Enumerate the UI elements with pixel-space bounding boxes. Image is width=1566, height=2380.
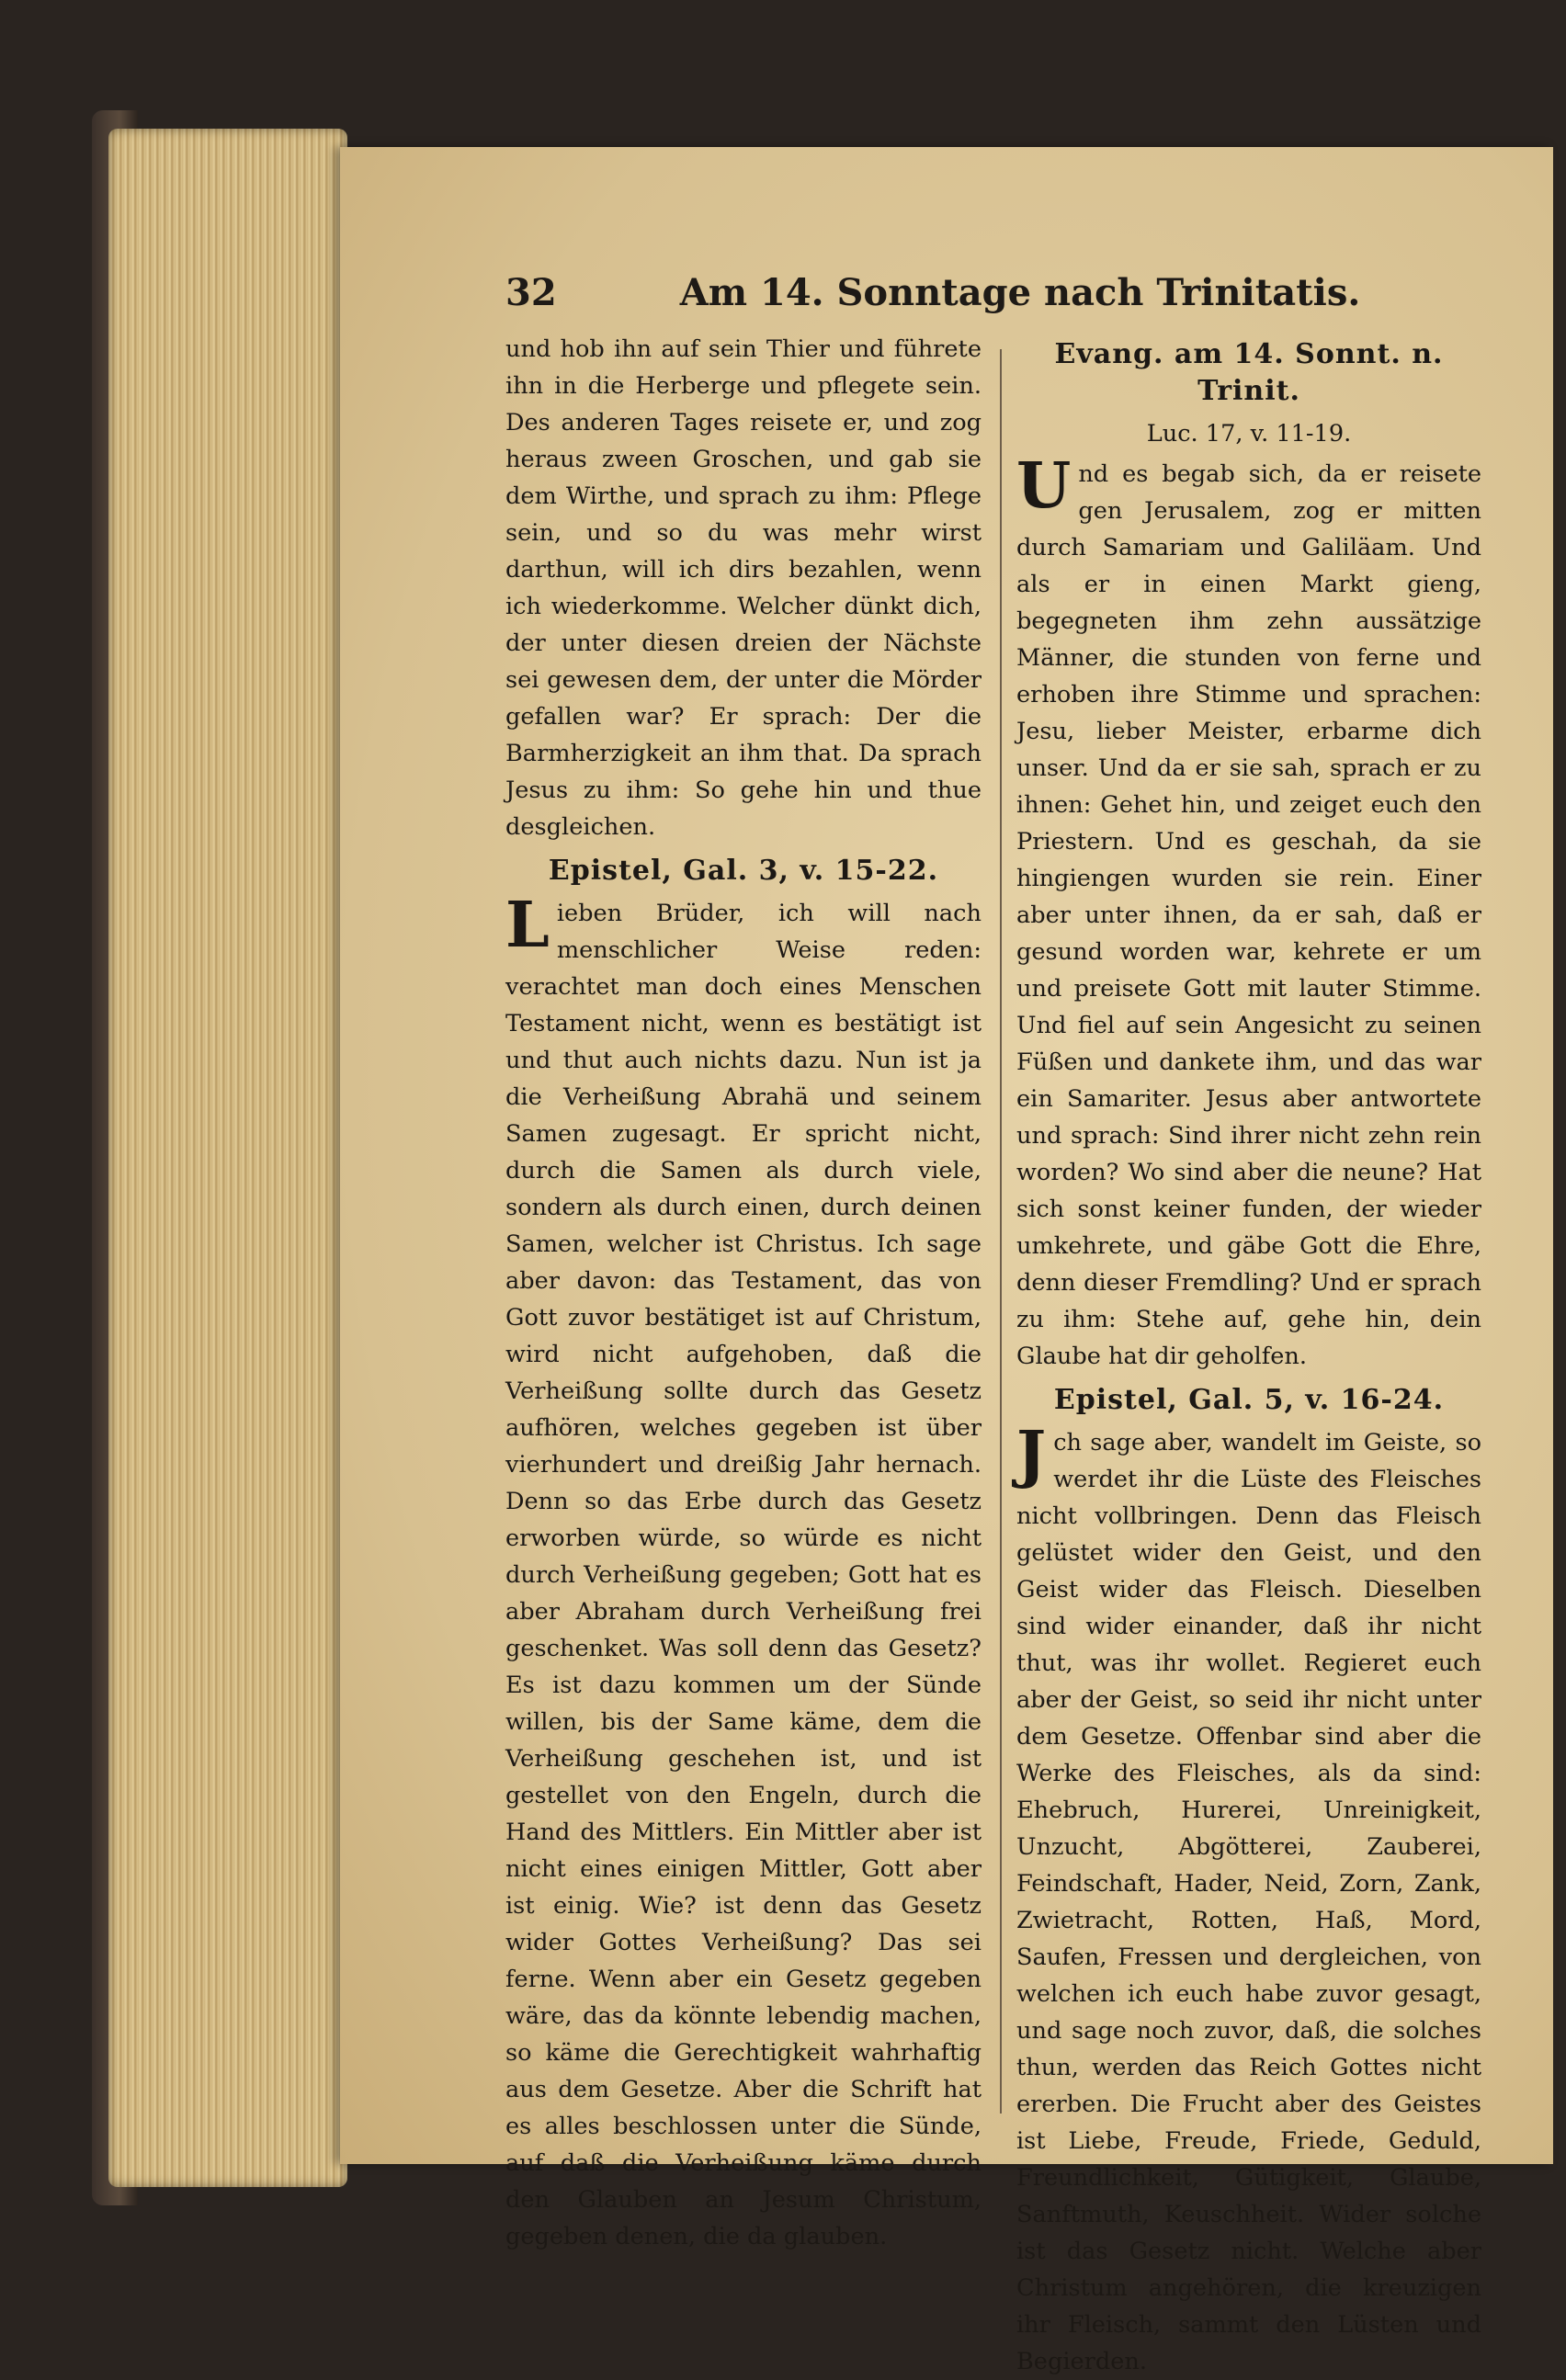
left-column [505,331,982,2250]
drop-cap: L [505,889,550,962]
book-page [340,147,1553,2375]
epistle-heading: Epistel, Gal. 3, v. 15-22. [548,855,939,887]
epistle-paragraph [505,889,982,2255]
epistle-text: ch sage aber, wandelt im Geiste, so werdet ihr die Lüste des Fleisches nicht vollbringen. Denn das Fleisch gelüstet wider den Geist, und den Geist wider das Fleisch. Dieselben sind wider einander, daß ihr nicht thut, was ihr wollet. Regieret euch aber der Geist, so seid ihr nicht unter dem Gesetze. Offenbar sind aber die Werke des Fleisches, als da sind: Ehebruch, Hurerei, Unreinigkeit, Unzucht, Abgötterei, Zauberei, Feindschaft, Hader, Neid, Zorn, Zank, Zwietracht, Rotten, Haß, Mord, Saufen, Fressen und dergleichen, von welchen ich euch habe zuvor gesagt, und sage noch zuvor, daß, die solches thun, werden das Reich Gottes nicht ererben. Die Frucht aber des Geistes ist Liebe, Freude, Friede, Geduld, Freundlichkeit, Gütigkeit, Glaube, Sanftmuth, Keuschheit. Wider solche ist das Gesetz nicht. Welche aber Christum angehören, die kreuzigen ihr Fleisch, sammt den Lüsten und Begierden. [1016,1429,1481,2375]
page-header [505,271,1535,326]
epistle-paragraph [1016,1418,1481,2380]
epistle-heading: Epistel, Gal. 5, v. 16-24. [1053,1384,1445,1416]
gospel-reference: Luc. 17, v. 11-19. [1146,420,1352,448]
epistle-text: ieben Brüder, ich will nach menschlicher Weise reden: verachtet man doch eines Menschen Testament nicht, wenn es bestätigt ist und thut auch nichts dazu. Nun ist ja die Verheißung Abrahä und seinem Samen zugesagt. Er spricht nicht, durch die Samen als durch viele, sondern als durch einen, durch deinen Samen, welcher ist Christus. Ich sage aber davon: das Testament, das von Gott zuvor bestätiget ist auf Christum, wird nicht aufgehoben, daß die Verheißung sollte durch das Gesetz aufhören, welches gegeben ist über vierhundert und dreißig Jahr hernach. Denn so das Erbe durch das Gesetz erworben würde, so würde es nicht durch Verheißung gegeben; Gott hat es aber Abraham durch Verheißung frei geschenket. Was soll denn das Gesetz? Es ist dazu kommen um der Sünde willen, bis der Same käme, dem die Verheißung geschehen ist, und ist gestellet von den Engeln, durch die Hand des Mittlers. Ein Mittler aber ist nicht eines einigen Mittler, Gott aber ist einig. Wie? ist denn das Gesetz wider Gottes Verheißung? Das sei ferne. Wenn aber ein Gesetz gegeben wäre, das da könnte lebendig machen, so käme die Gerechtigkeit wahrhaftig aus dem Gesetze. Aber die Schrift hat es alles beschlossen unter die Sünde, auf daß die Verheißung käme durch den Glauben an Jesum Christum, gegeben denen, die da glauben. [505,900,982,2250]
gospel-continuation-text: und hob ihn auf sein Thier und führete ihn in die Herberge und pflegete sein. Des anderen Tages reisete er, und zog heraus zween Groschen, und gab sie dem Wirthe, und sprach zu ihm: Pflege sein, und so du was mehr wirst darthun, will ich dirs bezahlen, wenn ich wiederkomme. Welcher dünkt dich, der unter diesen dreien der Nächste sei gewesen dem, der unter die Mörder gefallen war? Er sprach: Der die Barmherzigkeit an ihm that. Da sprach Jesus zu ihm: So gehe hin und thue desgleichen. [505,335,982,841]
right-column [1016,331,1481,2375]
page-edges [108,129,347,2187]
drop-cap: J [1016,1418,1047,1491]
gospel-text: nd es begab sich, da er reisete gen Jerusalem, zog er mitten durch Samariam und Galiläam. Und als er in einen Markt gieng, begegneten ihm zehn aussätzige Männer, die stunden von ferne und erhoben ihre Stimme und sprachen: Jesu, lieber Meister, erbarme dich unser. Und da er sie sah, sprach er zu ihnen: Gehet hin, und zeiget euch den Priestern. Und es geschah, da sie hingiengen wurden sie rein. Einer aber unter ihnen, da er sah, daß er gesund worden war, kehrete er um und preisete Gott mit lauter Stimme. Und fiel auf sein Angesicht zu seinen Füßen und dankete ihm, und das war ein Samariter. Jesus aber antwortete und sprach: Sind ihrer nicht zehn rein worden? Wo sind aber die neune? Hat sich sonst keiner funden, der wieder umkehrete, und gäbe Gott die Ehre, denn dieser Fremdling? Und er sprach zu ihm: Stehe auf, gehe hin, dein Glaube hat dir geholfen. [1016,460,1481,1370]
running-title: Am 14. Sonntage nach Trinitatis. [679,271,1361,314]
page-number: 32 [505,271,557,314]
gospel-heading: Evang. am 14. Sonnt. n. Trinit. [1054,338,1444,407]
drop-cap: U [1016,449,1072,523]
column-divider [1000,349,1002,2114]
gospel-paragraph [1016,449,1481,1375]
